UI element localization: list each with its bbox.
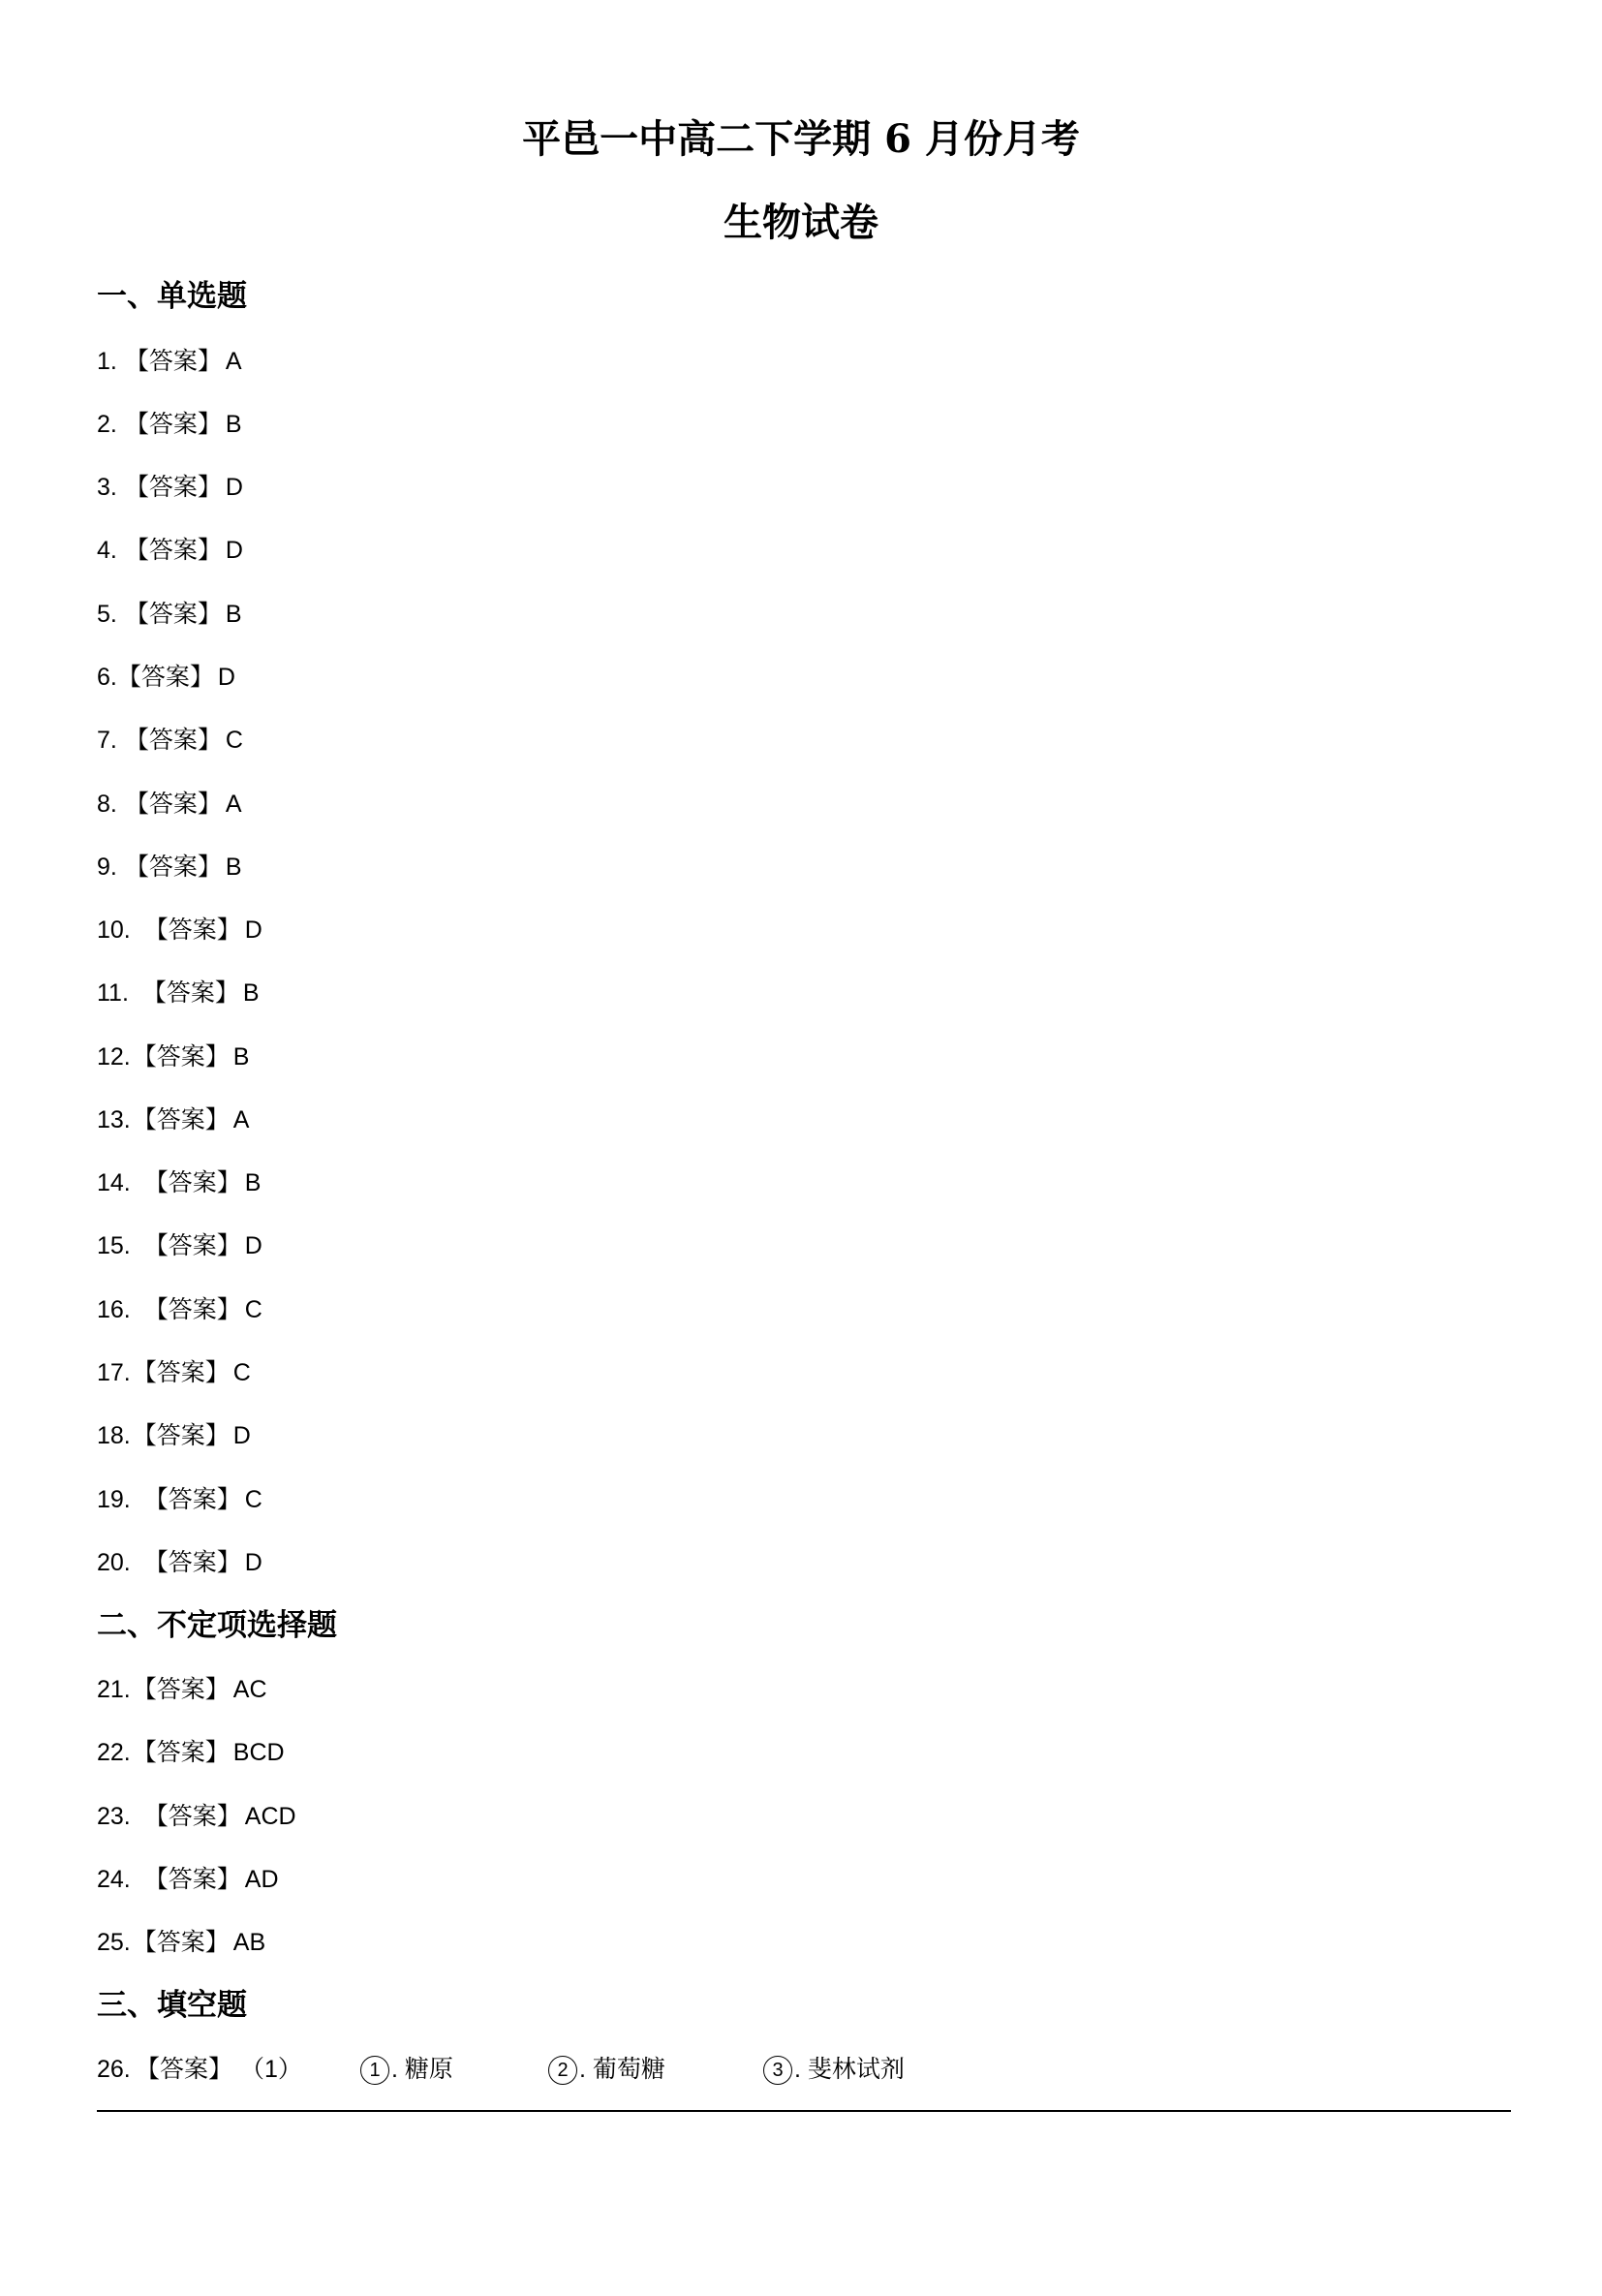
answer-number: 6. (97, 664, 117, 691)
answer-label: 【答案】 (132, 1359, 230, 1386)
answer-line (97, 597, 242, 632)
answer-number: 2. (97, 411, 117, 438)
answer-value: D (225, 474, 243, 501)
answer-number: 23. (97, 1803, 131, 1830)
answer-label: 【答案】 (124, 474, 222, 501)
answer-value: B (225, 601, 242, 628)
page-subtitle: 生物试卷 (724, 200, 878, 245)
answer-number: 8. (97, 791, 117, 818)
fill-in-item (548, 2052, 665, 2087)
answer-value: AD (244, 1866, 279, 1893)
answer-number: 21. (97, 1676, 131, 1703)
answer-line (97, 1228, 262, 1263)
answer-label: 【答案】 (132, 1422, 230, 1449)
answer-label: 【答案】 (132, 1106, 230, 1133)
answer-line (97, 913, 262, 947)
answer-label: 【答案】 (132, 1676, 230, 1703)
answer-line (97, 1925, 265, 1960)
answer-value: BCD (232, 1739, 285, 1766)
answer-line (97, 533, 243, 568)
answer-line (97, 787, 242, 822)
fill-in-item (360, 2052, 453, 2087)
answer-label: 【答案】 (124, 601, 222, 628)
answer-line (97, 1292, 262, 1327)
answer-label: 【答案】 (124, 537, 222, 564)
page-divider (97, 2110, 1511, 2112)
answer-line (97, 1355, 251, 1390)
answer-value: D (232, 1422, 251, 1449)
answer-value: D (244, 916, 262, 944)
circled-number-marker: 1 (360, 2056, 389, 2085)
answer-value: A (232, 1106, 250, 1133)
answer-value: B (225, 853, 242, 881)
answer-value: D (217, 664, 235, 691)
answer-number: 17. (97, 1359, 131, 1386)
answer-label: 【答案】 (136, 2056, 233, 2083)
answer-label: 【答案】 (124, 727, 222, 754)
answer-line (97, 723, 243, 758)
answer-number: 19. (97, 1486, 131, 1513)
fill-in-answer-line (97, 2052, 905, 2296)
answer-value: B (244, 1169, 262, 1196)
answer-line (97, 976, 260, 1010)
fill-in-item-text: . 斐林试剂 (794, 2056, 905, 2083)
answer-label: 【答案】 (124, 411, 222, 438)
answer-number: 4. (97, 537, 117, 564)
answer-number: 26. (97, 2056, 131, 2083)
answer-line (97, 470, 243, 505)
answer-label: 【答案】 (143, 1549, 241, 1576)
answer-value: C (244, 1486, 262, 1513)
answer-number: 22. (97, 1739, 131, 1766)
answer-number: 18. (97, 1422, 131, 1449)
answer-number: 7. (97, 727, 117, 754)
answer-label: 【答案】 (143, 1486, 241, 1513)
answer-line (97, 344, 242, 379)
answer-line (97, 1418, 251, 1453)
answer-number: 12. (97, 1043, 131, 1070)
answer-line (97, 1039, 249, 1074)
circled-number-marker: 3 (763, 2056, 792, 2085)
answer-number: 3. (97, 474, 117, 501)
answer-value: ACD (244, 1803, 296, 1830)
question-part: （1） (240, 2056, 302, 2083)
answer-number: 10. (97, 916, 131, 944)
answer-number: 14. (97, 1169, 131, 1196)
circled-number-marker: 2 (548, 2056, 577, 2085)
answer-line (97, 1545, 262, 1580)
answer-label: 【答案】 (143, 1803, 241, 1830)
answer-value: D (225, 537, 243, 564)
answer-value: C (232, 1359, 251, 1386)
fill-in-item-text: . 葡萄糖 (579, 2056, 665, 2083)
answer-number: 13. (97, 1106, 131, 1133)
answer-label: 【答案】 (143, 1232, 241, 1259)
answer-label: 【答案】 (143, 1866, 241, 1893)
fill-in-item-text: . 糖原 (391, 2056, 453, 2083)
answer-line (97, 1482, 262, 1517)
answer-line (97, 1672, 267, 1707)
answer-value: A (225, 348, 242, 375)
section-heading-single-choice: 一、单选题 (97, 279, 247, 314)
answer-value: B (232, 1043, 250, 1070)
answer-label: 【答案】 (141, 979, 239, 1007)
answer-line (97, 850, 242, 884)
answer-value: C (225, 727, 243, 754)
answer-line (97, 1862, 279, 1897)
answer-value: AB (232, 1929, 266, 1956)
answer-number: 20. (97, 1549, 131, 1576)
answer-number: 15. (97, 1232, 131, 1259)
answer-label: 【答案】 (116, 664, 214, 691)
answer-number: 16. (97, 1296, 131, 1323)
answer-line (97, 407, 242, 442)
page-title: 平邑一中高二下学期 6 月份月考 (522, 116, 1080, 162)
answer-value: AC (232, 1676, 267, 1703)
answer-number: 25. (97, 1929, 131, 1956)
answer-value: C (244, 1296, 262, 1323)
answer-label: 【答案】 (124, 348, 222, 375)
answer-label: 【答案】 (132, 1043, 230, 1070)
answer-line (97, 660, 235, 695)
answer-line (97, 1799, 296, 1834)
answer-label: 【答案】 (143, 1169, 241, 1196)
answer-line (97, 1165, 261, 1200)
answer-label: 【答案】 (124, 791, 222, 818)
answer-number: 5. (97, 601, 117, 628)
answer-value: B (242, 979, 260, 1007)
answer-number: 9. (97, 853, 117, 881)
answer-label: 【答案】 (143, 1296, 241, 1323)
answer-line (97, 1102, 249, 1137)
section-heading-multiple-choice: 二、不定项选择题 (97, 1608, 337, 1643)
answer-number: 1. (97, 348, 117, 375)
answer-value: D (244, 1232, 262, 1259)
answer-label: 【答案】 (143, 916, 241, 944)
answer-number: 24. (97, 1866, 131, 1893)
section-heading-fill-in: 三、填空题 (97, 1988, 247, 2023)
answer-value: D (244, 1549, 262, 1576)
answer-label: 【答案】 (124, 853, 222, 881)
fill-in-item (763, 2052, 905, 2087)
answer-label: 【答案】 (132, 1929, 230, 1956)
answer-value: A (225, 791, 242, 818)
answer-line (97, 1735, 285, 1770)
answer-number: 11. (97, 979, 129, 1007)
answer-value: B (225, 411, 242, 438)
answer-label: 【答案】 (132, 1739, 230, 1766)
